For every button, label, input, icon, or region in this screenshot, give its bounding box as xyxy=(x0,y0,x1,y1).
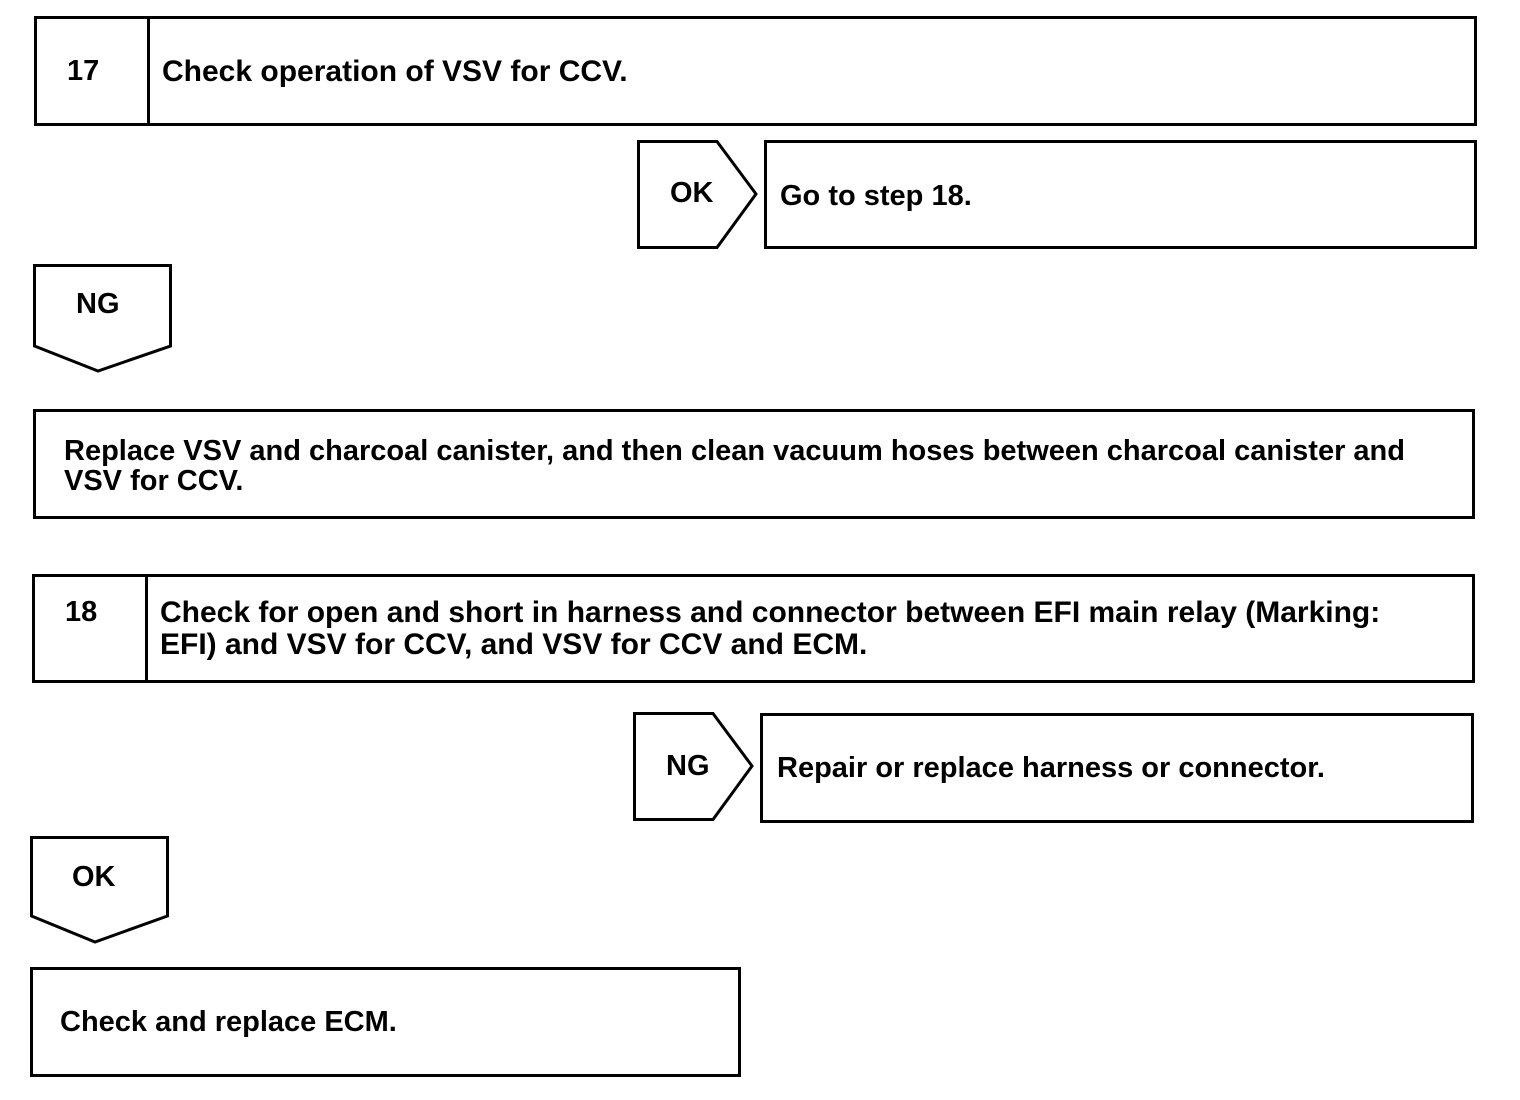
ng-label: NG xyxy=(666,750,710,782)
step-18-box xyxy=(32,574,1475,683)
step-18-ok-result: Check and replace ECM. xyxy=(60,1006,397,1038)
step-17-ok-result: Go to step 18. xyxy=(780,180,972,212)
step-17-title: Check operation of VSV for CCV. xyxy=(162,55,628,88)
ng-label: NG xyxy=(76,288,120,320)
ng-arrow-right-step-18 xyxy=(633,712,755,822)
step-18-number: 18 xyxy=(35,577,148,680)
step-18-ng-result-box xyxy=(760,713,1474,823)
step-17-number: 17 xyxy=(37,19,150,123)
step-17-ng-result: Replace VSV and charcoal canister, and then clean vacuum hoses between charcoal canister and VSV for CCV. xyxy=(64,435,1405,497)
ng-arrow-down-step-17 xyxy=(33,264,173,374)
step-18-ng-result: Repair or replace harness or connector. xyxy=(777,752,1325,784)
step-17-box xyxy=(34,16,1477,126)
ok-label: OK xyxy=(72,861,116,893)
ok-arrow-down-step-18 xyxy=(30,836,170,946)
step-18-ok-result-box xyxy=(30,967,741,1077)
step-17-ok-result-box xyxy=(764,140,1477,249)
ok-arrow-right-step-17 xyxy=(637,140,759,250)
ok-label: OK xyxy=(670,177,714,209)
step-17-ng-result-box xyxy=(33,409,1475,519)
step-18-title: Check for open and short in harness and connector between EFI main relay (Marking: EFI) and VSV for CCV, and VSV for CCV and ECM. xyxy=(160,596,1381,661)
